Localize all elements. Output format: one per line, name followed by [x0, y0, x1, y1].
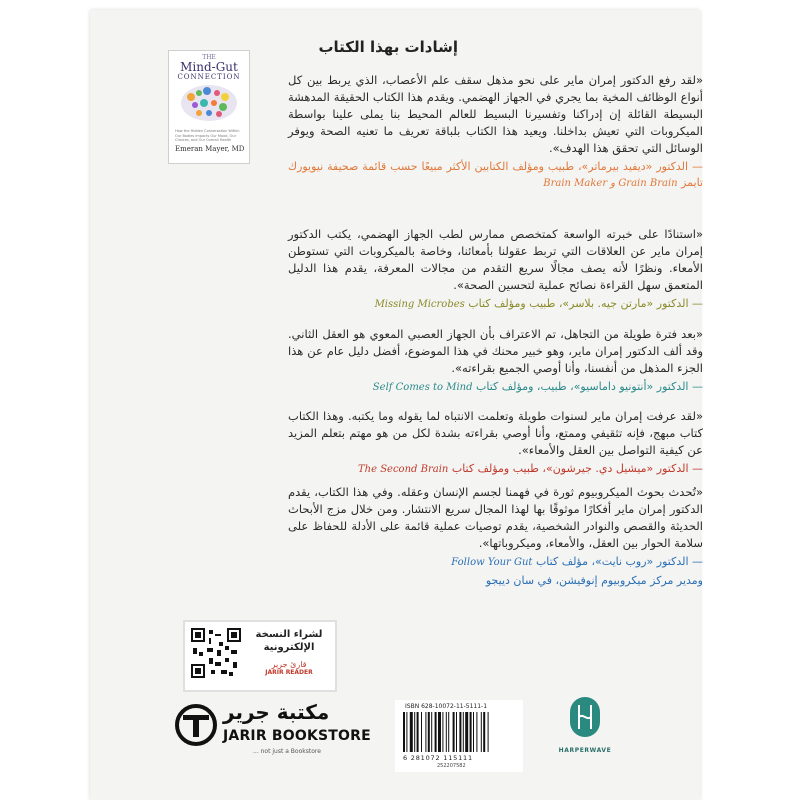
brain-illustration-icon [179, 83, 239, 123]
quote-text: «تُحدث بحوث الميكروبيوم ثورة في فهمنا لجسم الإنسان وعقله. وفي هذا الكتاب، يقدم الدكتور إمران ماير أفكارًا موثوقًا بها لهذا المجال سريع الانتشار. ومن خلال مزج الأبحاث الحديثة والقصص والنوادر الشخصية، يقدم توصيات عملية قائمة على الأدلة للحفاظ على سلامة الحوار بين العقل، والأمعاء، وميكروباتها». [288, 485, 703, 550]
jarir-english-name: JARIR BOOKSTORE [223, 728, 371, 744]
barcode-sub-number: 252207582 [437, 763, 466, 769]
quote-block-2 [288, 226, 703, 313]
quote-attribution: — الدكتور «ديفيد بيرماتر»، طبيب ومؤلف الكتابين الأكثر مبيعًا حسب قائمة صحيفة نيويورك تايمز Grain Brain و Brain Maker [288, 160, 703, 189]
jarir-bookstore-logo [175, 700, 385, 760]
quote-block-1 [288, 72, 703, 192]
thumbnail-author: Emeran Mayer, MD [175, 144, 245, 153]
isbn-barcode [395, 700, 523, 772]
thumbnail-title: Mind-Gut [180, 60, 238, 74]
quote-attribution: — الدكتور «أنتونيو داماسيو»، طبيب، ومؤلف كتاب Self Comes to Mind [372, 380, 703, 393]
quote-text: «لقد رفع الدكتور إمران ماير على نحو مذهل سقف علم الأعصاب، الذي يربط بين كل أنواع الوظائف المخية بما يجري في الجهاز الهضمي. ويقدم هذا الكتاب الحقيقة المدهشة البسيطة القائلة إن إدراكنا وتفسيرنا البسيط للعالم المحيط بنا يملى علينا بواسطة الميكروبات التي تعيش بداخلنا. ويعيد هذا الكتاب بلباقة تعريف ما تعنيه الصحة ويوفر الوسائل التي تحقق هذا الهدف». [288, 73, 703, 155]
ebook-qr-panel[interactable] [183, 620, 337, 692]
jarir-arabic-name: مكتبة جرير [223, 700, 330, 724]
barcode-number: 6 281072 115111 [403, 754, 473, 762]
quote-text: «استنادًا على خبرته الواسعة كمتخصص ممارس لطب الجهاز الهضمي، يكتب الدكتور إمران ماير عن العلاقات التي تربط عقولنا بأمعائنا، وخاصة بالميكروبات التي تستوطن الأمعاء. ونظرًا لأنه يصف مجالًا سريع التقدم من مجالات المعرفة، يقدم هذا الدليل المتعمق سهل القراءة نصائح عملية لتحسين الصحة». [288, 227, 703, 292]
quote-text: «بعد فترة طويلة من التجاهل، تم الاعتراف بأن الجهاز العصبي المعوي هو العقل الثاني. وقد ألف الدكتور إمران ماير، وهو خبير محنك في هذا الموضوع، أفضل دليل عام عن هذا الجزء المذهل من أنفسنا، وأنا أوصي الجميع بقراءته». [288, 327, 703, 375]
book-thumbnail [168, 50, 250, 164]
quote-block-3 [288, 326, 703, 396]
quote-attribution: — الدكتور «مارتن جيه. بلاسر»، طبيب ومؤلف كتاب Missing Microbes [374, 297, 703, 310]
quote-block-5 [288, 484, 703, 589]
quote-attribution-extra: ومدير مركز ميكروبيوم إنوفيشن، في سان دييجو [485, 574, 703, 587]
jarir-reader-label-en: JARIR READER [265, 669, 313, 676]
barcode-icon [403, 712, 515, 752]
jarir-reader-label-ar: قارئ جرير [271, 660, 307, 669]
jarir-tagline: ... not just a Bookstore [253, 748, 321, 755]
quote-text: «لقد عرفت إمران ماير لسنوات طويلة وتعلمت الانتباه لما يقوله وما يكتبه. وهذا الكتاب كتاب مبهج، فإنه تثقيفي وممتع، وأنا أوصي بقراءته بشدة لكل من هو مهتم بتعلم المزيد عن كيفية التواصل بين العقل والأمعاء». [288, 409, 703, 457]
thumbnail-line1: THE [202, 54, 216, 61]
quote-attribution: — الدكتور «روب نايت»، مؤلف كتاب Follow Your Gut [451, 555, 703, 568]
page-heading: إشادات بهذا الكتاب [318, 38, 458, 56]
isbn-text: ISBN 628-10072-11-5111-1 [405, 703, 488, 710]
thumbnail-subtitle: CONNECTION [177, 73, 241, 81]
ebook-label: لشراء النسخة الإلكترونية قارئ جرير JARIR READER [249, 628, 329, 676]
harperwave-logo [555, 695, 615, 775]
jarir-logo-icon [175, 704, 217, 746]
publisher-name: HARPERWAVE [558, 747, 612, 754]
quote-block-4 [288, 408, 703, 478]
qr-code-icon[interactable] [191, 628, 241, 678]
quote-attribution: — الدكتور «ميشيل دي. جيرشون»، طبيب ومؤلف كتاب The Second Brain [357, 462, 703, 475]
harperwave-logo-icon [568, 695, 602, 739]
thumbnail-tagline: How the Hidden Conversation Within Our Bodies Impacts Our Mood, Our Choices, and Our Overall Health [175, 129, 240, 142]
